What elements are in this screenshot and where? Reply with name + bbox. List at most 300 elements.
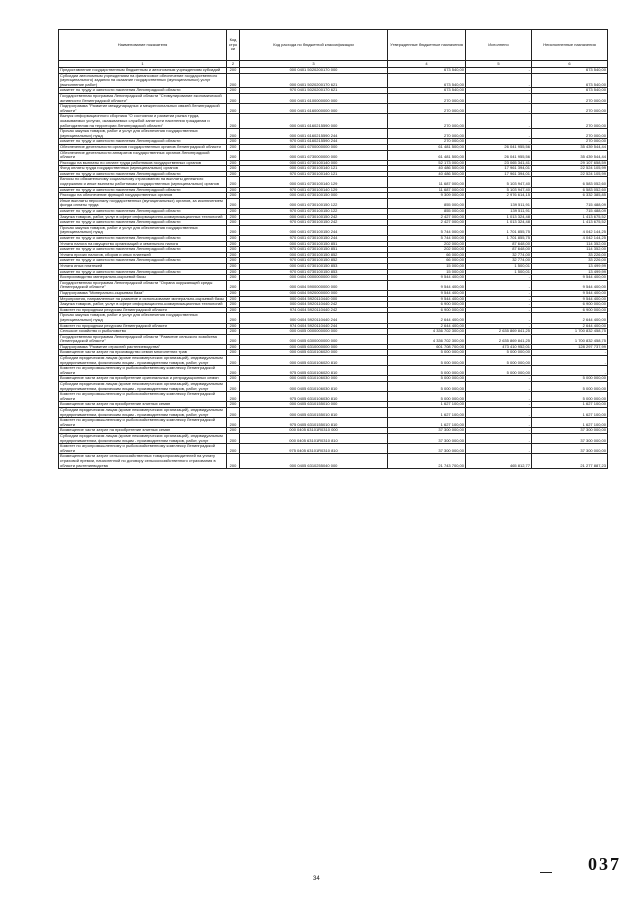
table-row [59,444,608,454]
cell-approved: 40 486 500,00 [388,166,466,172]
cell-unexecuted: 1 627 100,00 [532,402,608,408]
page-stamp-number: 037 [588,854,621,874]
cell-line: 200 [227,214,240,220]
cell-executed: 473 410 952,01 [466,344,532,350]
cell-name: Взносы по обязательному социальному страхованию на выплаты денежного содержания и иные выплаты работникам государственных (муниципальных) органов [59,177,227,187]
cell-name: Возмещение части затрат на приобретение элитных семян [59,402,227,408]
cell-approved: 9 544 400,00 [388,296,466,302]
cell-unexecuted: 270 000,00 [532,93,608,103]
cell-line: 200 [227,225,240,235]
cell-approved: 5 744 000,00 [388,225,466,235]
cell-name: Закупка товаров, работ, услуг в сфере информационно-коммуникационных технологий [59,214,227,220]
cell-line: 200 [227,193,240,199]
table-row [59,418,608,428]
cell-executed: - [466,114,532,129]
cell-approved: 673 540,00 [388,68,466,74]
cell-name: Расходы на выплаты по оплате труда работников государственных органов [59,160,227,166]
cell-code: 000 0401 6700000000 000 [240,144,388,150]
column-index-row [59,61,608,68]
cell-unexecuted: 673 540,00 [532,68,608,74]
cell-approved: 66 000,00 [388,252,466,258]
cell-unexecuted: 673 540,00 [532,73,608,88]
cell-executed: - [466,408,532,418]
cell-code: 000 0405 6310155010 810 [240,408,388,418]
table-row [59,313,608,323]
cell-unexecuted: 270 000,00 [532,114,608,129]
cell-approved: 5 744 000,00 [388,236,466,242]
cell-approved: 9 544 400,00 [388,275,466,281]
cell-code: 000 0405 6310106030 000 [240,376,388,382]
cell-unexecuted: 5 000 000,00 [532,392,608,402]
header-indicator-name: Наименование показателя [59,30,227,61]
cell-name: Возмещение части затрат на производство семян многолетних трав [59,350,227,356]
cell-unexecuted: 1 627 100,00 [532,418,608,428]
cell-executed: 1 701 855,75 [466,225,532,235]
column-index: 5 [466,61,532,68]
cell-executed: 17 961 394,01 [466,166,532,172]
cell-unexecuted: 1 627 100,00 [532,408,608,418]
cell-code: 000 0401 6730000000 000 [240,150,388,160]
table-row [59,198,608,208]
cell-name: Субсидии юридическим лицам (кроме некоммерческих организаций), индивидуальным предпринимателям, физическим лицам - производителям товаров, работ, услуг [59,433,227,443]
cell-unexecuted: 33 226,00 [532,258,608,264]
cell-line: 200 [227,433,240,443]
cell-executed: - [466,444,532,454]
cell-executed: 26 041 955,56 [466,150,532,160]
cell-name: Прочая закупка товаров, работ и услуг для обеспечения государственных (муниципальных) нужд [59,313,227,323]
cell-executed: 5 000 000,00 [466,350,532,356]
cell-approved: 1 627 100,00 [388,408,466,418]
cell-code: 970 0401 6160215590 244 [240,139,388,145]
cell-name: Уплата налога на имущество организаций и земельного налога [59,241,227,247]
cell-name: Субсидии автономным учреждениям на финансовое обеспечение государственного (муниципального) задания на оказание государственных (муниципальных) услуг (выполнение работ) [59,73,227,88]
column-index: 6 [532,61,608,68]
cell-name: Возмещение части затрат на приобретение оригинальных и репродукционных семян [59,376,227,382]
cell-line: 200 [227,93,240,103]
cell-code: 000 0405 6310255040 000 [240,454,388,469]
cell-executed: 5 000 000,00 [466,356,532,366]
header-executed: Исполнено [466,30,532,61]
cell-code: 000 0401 6730100140 000 [240,160,388,166]
cell-code: 000 0404 5920110440 242 [240,302,388,308]
cell-unexecuted: 4 042 144,25 [532,236,608,242]
cell-unexecuted: 29 107 658,59 [532,160,608,166]
cell-code: 000 0405 0000000000 000 [240,329,388,335]
cell-line: 200 [227,275,240,281]
cell-unexecuted: 21 277 887,23 [532,454,608,469]
cell-approved: 5 000 000,00 [388,356,466,366]
cell-code: 000 0401 5020200170 000 [240,68,388,74]
cell-line: 200 [227,263,240,269]
cell-code: 000 0401 6730100140 129 [240,177,388,187]
table-row [59,144,608,150]
cell-executed: 1 500,01 [466,263,532,269]
cell-approved: 9 544 400,00 [388,280,466,290]
cell-line: 200 [227,73,240,88]
cell-approved: 673 540,00 [388,88,466,94]
cell-code: 970 0401 6730100150 851 [240,247,388,253]
column-index: 3 [240,61,388,68]
cell-executed: 32 774,00 [466,252,532,258]
cell-line: 200 [227,290,240,296]
cell-unexecuted: - [532,350,608,356]
cell-executed: 23 065 341,41 [466,160,532,166]
cell-unexecuted: 37 300 000,00 [532,433,608,443]
table-row [59,209,608,215]
table-row [59,366,608,376]
table-row [59,236,608,242]
cell-name: Субсидии юридическим лицам (кроме некоммерческих организаций), индивидуальным предпринимателям, физическим лицам - производителям товаров, работ, услуг [59,356,227,366]
cell-code: 000 0405 63101R0310 810 [240,433,388,443]
cell-name: Прочая закупка товаров, работ и услуг для обеспечения государственных (муниципальных) нужд [59,225,227,235]
cell-line: 200 [227,236,240,242]
cell-line: 200 [227,350,240,356]
cell-line: 200 [227,418,240,428]
cell-line: 200 [227,454,240,469]
cell-code: 970 0401 5020200170 621 [240,88,388,94]
cell-name: комитет по труду и занятости населения Ленинградской области [59,236,227,242]
cell-line: 200 [227,187,240,193]
cell-line: 200 [227,356,240,366]
cell-approved: 9 309 000,00 [388,193,466,199]
cell-approved: 270 000,00 [388,93,466,103]
cell-executed: - [466,392,532,402]
header-budget-code: Код расхода по бюджетной классификации [240,30,388,61]
cell-code: 000 0404 5920000000 000 [240,290,388,296]
cell-name: Прочая закупка товаров, работ и услуг для обеспечения государственных (муниципальных) нужд [59,129,227,139]
cell-executed: - [466,129,532,139]
cell-executed: - [466,139,532,145]
cell-executed: - [466,313,532,323]
column-index: 1 [59,61,227,68]
table-row [59,382,608,392]
cell-approved: 1 627 100,00 [388,402,466,408]
cell-line: 200 [227,114,240,129]
column-index: 2 [227,61,240,68]
cell-code: 000 0401 6730100150 244 [240,225,388,235]
cell-line: 200 [227,382,240,392]
cell-name: Возмещение части затрат на приобретение элитных семян [59,428,227,434]
cell-line: 200 [227,88,240,94]
cell-unexecuted: 2 644 400,00 [532,323,608,329]
cell-approved: 9 544 400,00 [388,290,466,296]
cell-executed: 2 635 869 841,25 [466,334,532,344]
cell-line: 200 [227,323,240,329]
cell-approved: 202 000,00 [388,247,466,253]
cell-executed: 465 812,77 [466,454,532,469]
table-row [59,454,608,469]
cell-approved: 37 300 000,00 [388,428,466,434]
cell-name: комитет по труду и занятости населения Ленинградской области [59,258,227,264]
cell-approved: 66 000,00 [388,258,466,264]
cell-approved: 2 427 000,00 [388,214,466,220]
table-row [59,344,608,350]
cell-name: Комитет по агропромышленному и рыбохозяйственному комплексу Ленинградской области [59,418,227,428]
cell-unexecuted: 1 413 675,52 [532,214,608,220]
cell-executed: 17 961 394,01 [466,171,532,177]
table-row [59,433,608,443]
cell-code: 970 0401 6730100150 242 [240,220,388,226]
cell-executed: 2 976 614,15 [466,193,532,199]
header-approved: Утвержденные бюджетные назначения [388,30,466,61]
cell-unexecuted: 9 544 400,00 [532,290,608,296]
table-row [59,392,608,402]
cell-approved: 61 481 500,00 [388,150,466,160]
cell-line: 200 [227,280,240,290]
cell-unexecuted: 6 900 000,00 [532,307,608,313]
cell-code: 000 0405 6310155010 000 [240,402,388,408]
cell-name: Государственная программа Ленинградской области "Стимулирование экономической активности Ленинградской области" [59,93,227,103]
cell-code: 970 0401 6730100150 852 [240,258,388,264]
cell-approved: 6 900 000,00 [388,307,466,313]
cell-line: 200 [227,144,240,150]
cell-code: 975 0405 6310106020 810 [240,366,388,376]
cell-approved: 5 000 000,00 [388,366,466,376]
cell-name: Обеспечение деятельности аппаратов государственных органов Ленинградской области [59,150,227,160]
table-row [59,247,608,253]
cell-unexecuted: 9 544 400,00 [532,275,608,281]
cell-approved: 40 486 500,00 [388,171,466,177]
table-row [59,225,608,235]
cell-unexecuted: 114 352,00 [532,241,608,247]
cell-code: 000 0401 6730100150 242 [240,214,388,220]
cell-unexecuted: 715 488,09 [532,209,608,215]
cell-approved: 5 000 000,00 [388,382,466,392]
cell-code: 000 0404 0000000000 000 [240,275,388,281]
cell-approved: 855 000,00 [388,209,466,215]
cell-name: Комитет по агропромышленному и рыбохозяйственному комплексу Ленинградской области [59,392,227,402]
table-row [59,241,608,247]
cell-approved: 4 336 702 300,00 [388,334,466,344]
cell-unexecuted: 114 352,00 [532,247,608,253]
cell-executed: - [466,68,532,74]
cell-line: 200 [227,307,240,313]
cell-executed: - [466,88,532,94]
table-row [59,114,608,129]
cell-name: Возмещение части затрат сельскохозяйственных товаропроизводителей на уплату страховой премии, начисленной по договору сельскохозяйственного страхования в области растениеводства [59,454,227,469]
header-unexecuted: Неисполненные назначения [532,30,608,61]
cell-name: Подпрограмма "Минерально-сырьевая база" [59,290,227,296]
cell-line: 200 [227,296,240,302]
cell-line: 200 [227,150,240,160]
cell-executed: 5 103 947,40 [466,177,532,187]
cell-approved: 5 000 000,00 [388,376,466,382]
cell-line: 200 [227,269,240,275]
cell-name: Иные выплаты персоналу государственных (муниципальных) органов, за исключением фонда оплаты труда [59,198,227,208]
cell-unexecuted: 6 583 052,60 [532,177,608,187]
cell-name: комитет по труду и занятости населения Ленинградской области [59,209,227,215]
cell-code: 970 0401 6730100150 853 [240,269,388,275]
cell-name: Подпрограмма "Развитие международных и межрегиональных связей Ленинградской области" [59,104,227,114]
cell-line: 200 [227,329,240,335]
cell-unexecuted: 22 524 105,99 [532,166,608,172]
cell-code: 000 0405 6300000000 000 [240,334,388,344]
cell-unexecuted: 1 700 832 458,75 [532,329,608,335]
cell-name: Расходы на обеспечение функций государственных органов [59,193,227,199]
cell-line: 200 [227,68,240,74]
cell-unexecuted: 35 439 544,44 [532,150,608,160]
cell-unexecuted: 4 042 144,25 [532,225,608,235]
cell-line: 200 [227,209,240,215]
cell-line: 200 [227,408,240,418]
cell-unexecuted: 6 900 000,00 [532,302,608,308]
stamp-dash [540,872,552,873]
cell-unexecuted: 33 226,00 [532,252,608,258]
cell-approved: 1 627 100,00 [388,418,466,428]
cell-name: комитет по труду и занятости населения Ленинградской области [59,88,227,94]
cell-executed: - [466,280,532,290]
cell-unexecuted: 35 439 544,44 [532,144,608,150]
cell-line: 200 [227,160,240,166]
table-row [59,280,608,290]
cell-line: 200 [227,428,240,434]
cell-code: 974 0404 5920110440 242 [240,307,388,313]
cell-executed: - [466,93,532,103]
cell-name: Комитет по природным ресурсам Ленинградской области [59,307,227,313]
cell-executed: 1 013 324,48 [466,220,532,226]
cell-unexecuted: 673 540,00 [532,88,608,94]
cell-line: 200 [227,171,240,177]
cell-unexecuted: - [532,356,608,366]
cell-line: 200 [227,139,240,145]
cell-code: 000 0401 6100000000 000 [240,93,388,103]
cell-executed: 1 013 324,48 [466,214,532,220]
cell-code: 975 0405 6310155010 810 [240,418,388,428]
cell-unexecuted: 715 488,09 [532,198,608,208]
table-row [59,177,608,187]
cell-code: 000 0401 6730100150 852 [240,252,388,258]
cell-executed: - [466,73,532,88]
cell-code: 000 0405 6310106020 810 [240,356,388,366]
cell-name: Обеспечение деятельности органов государственных органов Ленинградской области [59,144,227,150]
cell-line: 200 [227,220,240,226]
cell-line: 200 [227,376,240,382]
cell-executed: 2 635 869 841,25 [466,329,532,335]
page-number: 34 [313,876,320,882]
cell-unexecuted: 9 544 400,00 [532,296,608,302]
cell-unexecuted: 1 413 675,52 [532,220,608,226]
cell-executed: - [466,402,532,408]
cell-line: 200 [227,344,240,350]
cell-line: 200 [227,241,240,247]
cell-line: 200 [227,334,240,344]
cell-code: 000 0405 63101R0310 000 [240,428,388,434]
cell-code: 970 0401 6730100150 244 [240,236,388,242]
cell-unexecuted: 2 644 400,00 [532,313,608,323]
cell-line: 200 [227,247,240,253]
cell-name: комитет по труду и занятости населения Ленинградской области [59,247,227,253]
cell-executed: - [466,382,532,392]
cell-code: 970 0401 6730100150 122 [240,209,388,215]
cell-code: 000 0401 6730100150 851 [240,241,388,247]
table-row [59,160,608,166]
cell-approved: 2 427 000,00 [388,220,466,226]
cell-line: 200 [227,166,240,172]
cell-code: 000 0401 6160000000 000 [240,104,388,114]
table-row [59,150,608,160]
cell-executed: 5 000 000,00 [466,366,532,376]
cell-unexecuted: 270 000,00 [532,104,608,114]
cell-executed: 139 511,91 [466,209,532,215]
column-index: 4 [388,61,466,68]
cell-unexecuted: 270 000,00 [532,139,608,145]
cell-line: 200 [227,313,240,323]
cell-approved: 270 000,00 [388,104,466,114]
cell-executed: - [466,290,532,296]
table-row [59,193,608,199]
cell-executed: 87 648,00 [466,247,532,253]
cell-line: 200 [227,177,240,187]
table-header-row [59,30,608,61]
table-row [59,269,608,275]
table-row [59,214,608,220]
cell-approved: 270 000,00 [388,139,466,145]
cell-line: 200 [227,258,240,264]
table-row [59,171,608,177]
cell-code: 000 0401 6730100150 853 [240,263,388,269]
cell-executed: - [466,275,532,281]
cell-unexecuted: 6 332 385,85 [532,193,608,199]
cell-executed: - [466,302,532,308]
cell-approved: 2 644 400,00 [388,323,466,329]
cell-name: Закупка товаров, работ, услуг в сфере информационно-коммуникационных технологий [59,302,227,308]
cell-unexecuted: 6 583 052,60 [532,187,608,193]
cell-executed: - [466,428,532,434]
cell-unexecuted: 5 000 000,00 [532,376,608,382]
cell-executed: - [466,104,532,114]
cell-unexecuted: 37 300 000,00 [532,444,608,454]
cell-approved: 52 173 000,00 [388,160,466,166]
cell-name: Субсидии юридическим лицам (кроме некоммерческих организаций), индивидуальным предпринимателям, физическим лицам - производителям товаров, работ, услуг [59,408,227,418]
cell-unexecuted: 13 499,99 [532,263,608,269]
cell-code: 000 0401 6730100150 122 [240,198,388,208]
cell-line: 200 [227,252,240,258]
cell-code: 975 0405 6310106030 810 [240,392,388,402]
cell-line: 200 [227,104,240,114]
cell-unexecuted: 5 000 000,00 [532,382,608,392]
cell-executed: - [466,376,532,382]
cell-executed: 26 041 955,56 [466,144,532,150]
cell-line: 200 [227,302,240,308]
budget-execution-table [58,29,608,469]
cell-code: 970 0401 6730100140 121 [240,171,388,177]
cell-unexecuted: 1 700 832 458,75 [532,334,608,344]
table-row [59,408,608,418]
cell-approved: 15 000,00 [388,263,466,269]
cell-approved: 11 687 000,00 [388,177,466,187]
cell-name: комитет по труду и занятости населения Ленинградской области [59,269,227,275]
cell-approved: 4 336 702 300,00 [388,329,466,335]
cell-line: 200 [227,198,240,208]
cell-approved: 37 300 000,00 [388,433,466,443]
cell-name: Подпрограмма "Развитие отраслей растениеводства" [59,344,227,350]
cell-executed: - [466,296,532,302]
cell-code: 000 0401 6160215590 244 [240,129,388,139]
table-row [59,104,608,114]
cell-unexecuted: 22 524 105,99 [532,171,608,177]
cell-approved: 601 708 700,00 [388,344,466,350]
cell-executed: - [466,418,532,428]
cell-name: Сельское хозяйство и рыболовство [59,329,227,335]
cell-code: 000 0404 5900000000 000 [240,280,388,290]
cell-executed: 32 774,00 [466,258,532,264]
cell-unexecuted: 128 297 737,99 [532,344,608,350]
cell-name: Государственная программа Ленинградской области "Охрана окружающей среды Ленинградской области" [59,280,227,290]
cell-code: 974 0404 5920110440 244 [240,323,388,329]
table-row [59,220,608,226]
cell-code: 000 0405 6310106030 810 [240,382,388,392]
cell-line: 200 [227,366,240,376]
